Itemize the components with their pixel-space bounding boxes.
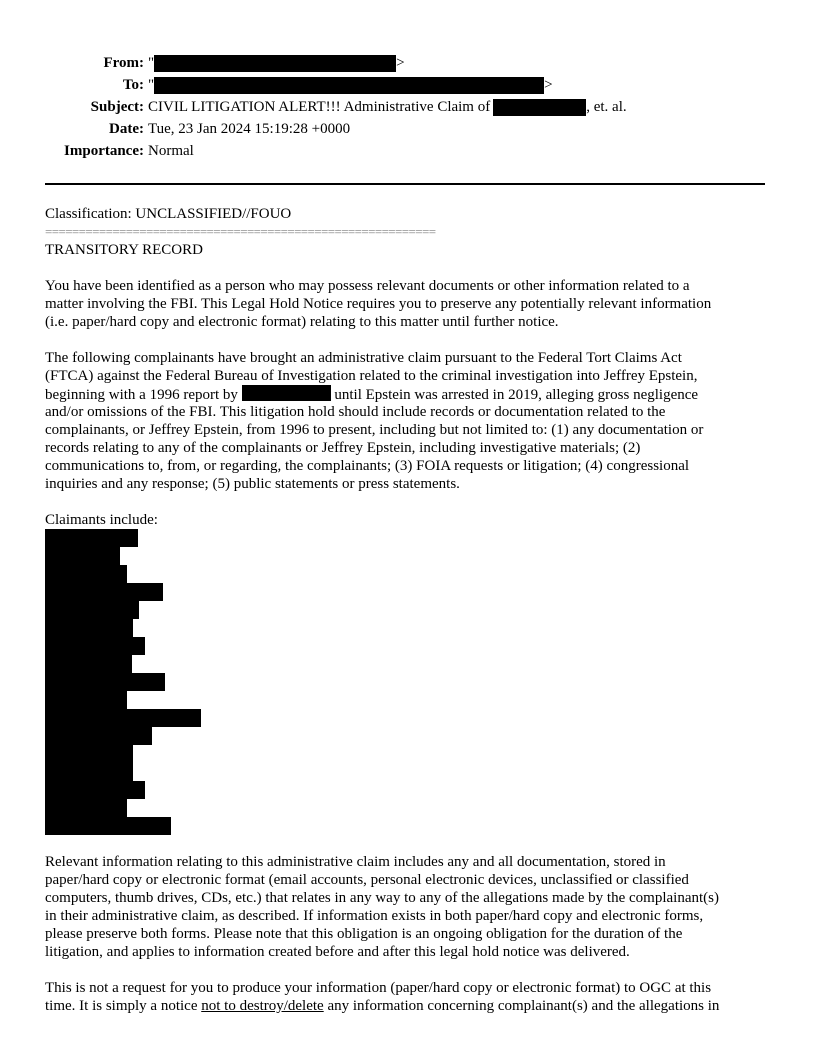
from-quote: " bbox=[148, 55, 155, 71]
subject-value bbox=[148, 98, 627, 116]
text-line: communications to, from, or regarding, the complainants; (3) FOIA requests or litigation; (4) congressional bbox=[45, 458, 690, 474]
text-line: in their administrative claim, as described. If information exists in both paper/hard copy and electronic forms, bbox=[45, 908, 704, 924]
claimant-redaction bbox=[45, 529, 138, 547]
from-value bbox=[148, 54, 405, 72]
text-line: The following complainants have brought an administrative claim pursuant to the Federal Tort Claims Act bbox=[45, 350, 682, 366]
text-line: please preserve both forms. Please note that this obligation is an ongoing obligation for the duration of the bbox=[45, 926, 683, 942]
text-line: Relevant information relating to this administrative claim includes any and all documentation, stored in bbox=[45, 854, 666, 870]
text-fragment: beginning with a 1996 report by bbox=[45, 387, 238, 403]
claimant-redaction bbox=[45, 781, 145, 799]
to-quote: " bbox=[148, 77, 155, 93]
claimant-redaction bbox=[45, 745, 133, 763]
text-line: You have been identified as a person who may possess relevant documents or other information related to a bbox=[45, 278, 690, 294]
claimant-redaction bbox=[45, 655, 132, 673]
text-fragment: any information concerning complainant(s) and the allegations in bbox=[323, 998, 720, 1014]
to-row bbox=[40, 76, 627, 98]
claimant-redaction bbox=[45, 691, 127, 709]
separator-line: ========================================================== bbox=[45, 224, 436, 239]
from-label: From: bbox=[103, 55, 144, 71]
importance-label: Importance: bbox=[64, 143, 144, 159]
subject-redaction bbox=[493, 99, 586, 116]
date-row bbox=[40, 120, 627, 142]
importance-row bbox=[40, 142, 627, 164]
claimant-redaction bbox=[45, 763, 133, 781]
text-line: inquiries and any response; (5) public statements or press statements. bbox=[45, 476, 460, 492]
to-value bbox=[148, 76, 553, 94]
claimant-redaction bbox=[45, 619, 133, 637]
paragraph-not-a-request bbox=[45, 979, 770, 1015]
paragraph-relevant-information bbox=[45, 853, 770, 961]
claimants-list bbox=[45, 529, 770, 835]
text-line: matter involving the FBI. This Legal Hold Notice requires you to preserve any potentially relevant information bbox=[45, 296, 712, 312]
text-line: (i.e. paper/hard copy and electronic format) relating to this matter until further notice. bbox=[45, 314, 559, 330]
text-fragment: until Epstein was arrested in 2019, alleging gross negligence bbox=[334, 387, 699, 403]
claimant-redaction bbox=[45, 799, 127, 817]
text-line: litigation, and applies to information created before and after this legal hold notice was delivered. bbox=[45, 944, 630, 960]
claimant-redaction bbox=[45, 673, 165, 691]
claimant-redaction bbox=[45, 583, 163, 601]
date-label: Date: bbox=[109, 121, 144, 137]
claimants-heading: Claimants include: bbox=[45, 512, 158, 528]
underlined-text: not to destroy/delete bbox=[201, 998, 324, 1014]
paragraph-complainants bbox=[45, 349, 770, 493]
email-header bbox=[40, 54, 627, 164]
to-redaction bbox=[154, 77, 544, 94]
from-redaction bbox=[154, 55, 396, 72]
from-bracket: > bbox=[396, 55, 405, 71]
text-line: and/or omissions of the FBI. This litigation hold should include records or documentation related to the bbox=[45, 404, 666, 420]
subject-label: Subject: bbox=[90, 99, 144, 115]
claimant-redaction bbox=[45, 601, 139, 619]
claimant-redaction bbox=[45, 727, 152, 745]
to-bracket: > bbox=[544, 77, 553, 93]
claimant-redaction bbox=[45, 547, 120, 565]
paragraph-legal-hold bbox=[45, 277, 770, 331]
from-row bbox=[40, 54, 627, 76]
text-fragment: time. It is simply a notice bbox=[45, 998, 202, 1014]
importance-value: Normal bbox=[148, 143, 194, 159]
record-type: TRANSITORY RECORD bbox=[45, 242, 203, 258]
email-body bbox=[45, 205, 770, 1015]
date-value: Tue, 23 Jan 2024 15:19:28 +0000 bbox=[148, 121, 351, 137]
text-line-with-underline bbox=[45, 997, 770, 1015]
claimant-redaction bbox=[45, 817, 171, 835]
claimant-redaction bbox=[45, 709, 201, 727]
subject-suffix: , et. al. bbox=[586, 99, 627, 115]
text-line: (FTCA) against the Federal Bureau of Investigation related to the criminal investigation into Jeffrey Epstein, bbox=[45, 368, 698, 384]
subject-row bbox=[40, 98, 627, 120]
text-line: This is not a request for you to produce your information (paper/hard copy or electronic format) to OGC at this bbox=[45, 980, 712, 996]
text-line: computers, thumb drives, CDs, etc.) that relates in any way to any of the allegations made by the complainant(s) bbox=[45, 890, 719, 906]
claimant-redaction bbox=[45, 637, 145, 655]
claimant-redaction bbox=[45, 565, 127, 583]
text-line-with-redaction bbox=[45, 385, 770, 403]
text-line: paper/hard copy or electronic format (email accounts, personal electronic devices, unclassified or classified bbox=[45, 872, 689, 888]
text-line: records relating to any of the complainants or Jeffrey Epstein, including investigative materials; (2) bbox=[45, 440, 641, 456]
text-line: complainants, or Jeffrey Epstein, from 1996 to present, including but not limited to: (1) any documentation or bbox=[45, 422, 704, 438]
subject-text: CIVIL LITIGATION ALERT!!! Administrative Claim of bbox=[148, 99, 491, 115]
reporter-redaction bbox=[242, 385, 331, 401]
to-label: To: bbox=[122, 77, 144, 93]
classification: Classification: UNCLASSIFIED//FOUO bbox=[45, 206, 292, 222]
header-divider bbox=[45, 183, 765, 185]
